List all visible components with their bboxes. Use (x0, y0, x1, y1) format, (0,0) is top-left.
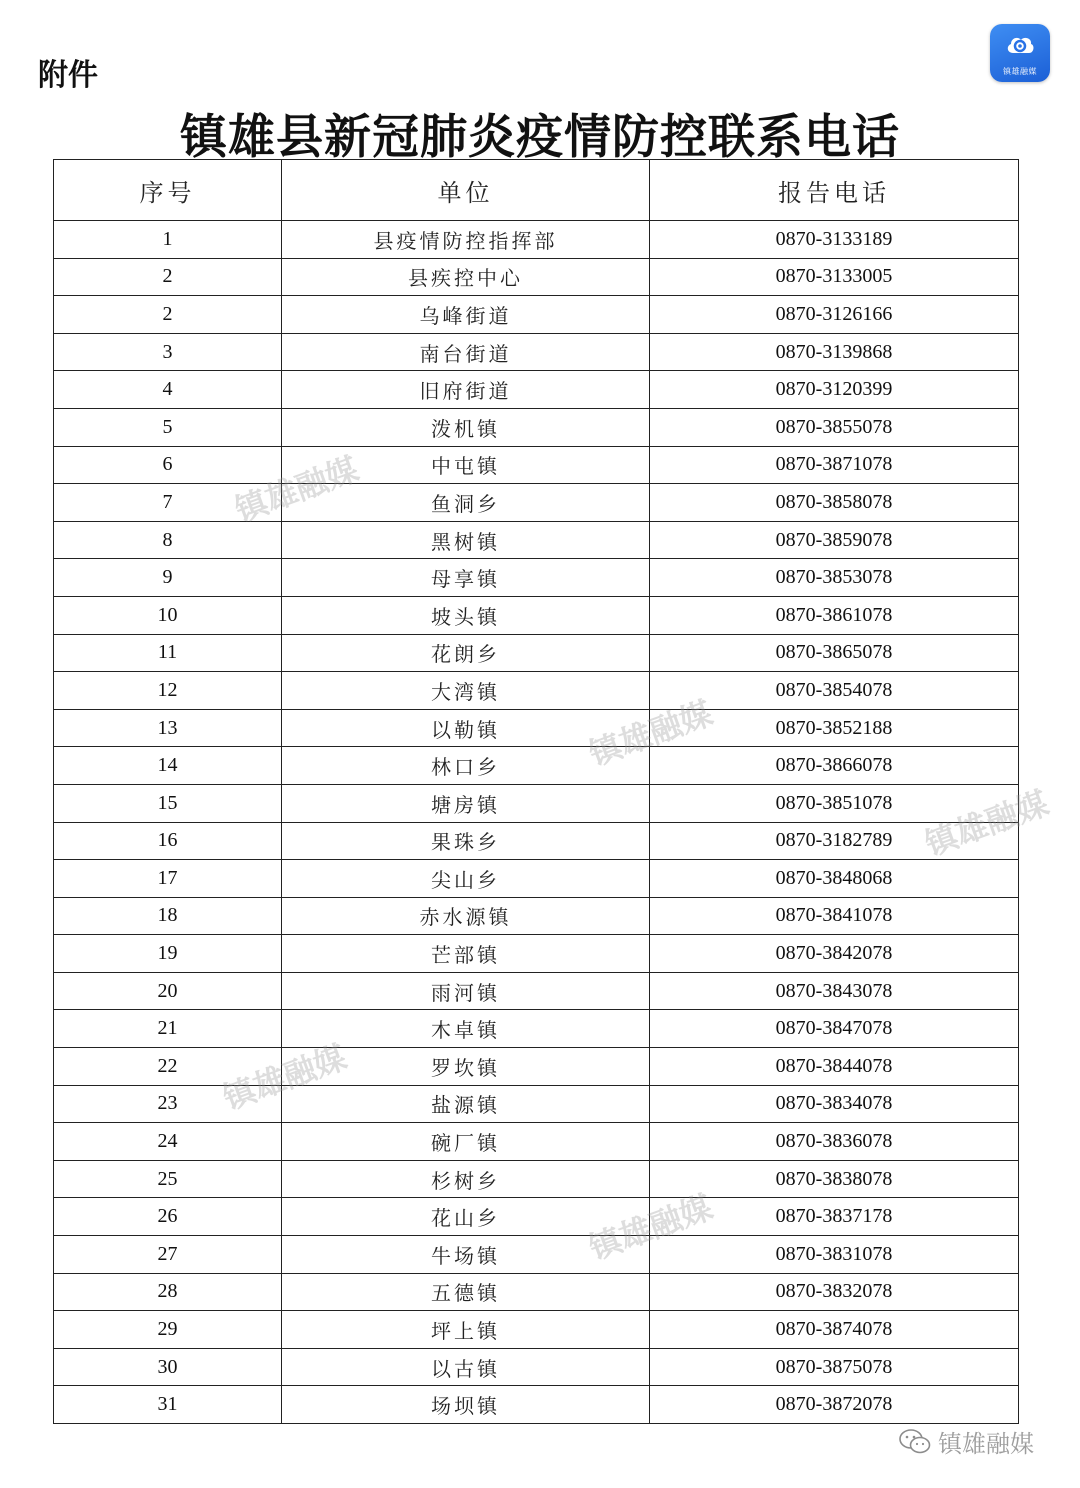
row-phone: 0870-3838078 (650, 1160, 1019, 1198)
table-row (54, 1236, 1019, 1274)
table-row (54, 1273, 1019, 1311)
row-phone: 0870-3855078 (650, 408, 1019, 446)
row-unit: 母享镇 (282, 559, 650, 597)
row-unit: 南台街道 (282, 333, 650, 371)
row-number: 10 (54, 596, 282, 634)
table-header-row (54, 160, 1019, 221)
table-row (54, 1311, 1019, 1349)
table-row (54, 1198, 1019, 1236)
row-phone: 0870-3844078 (650, 1048, 1019, 1086)
row-phone: 0870-3854078 (650, 672, 1019, 710)
row-phone: 0870-3120399 (650, 371, 1019, 409)
row-number: 1 (54, 221, 282, 259)
row-number: 16 (54, 822, 282, 860)
row-phone: 0870-3126166 (650, 296, 1019, 334)
row-phone: 0870-3851078 (650, 784, 1019, 822)
column-header-phone: 报告电话 (650, 160, 1019, 221)
row-number: 5 (54, 408, 282, 446)
row-number: 30 (54, 1348, 282, 1386)
row-unit: 花朗乡 (282, 634, 650, 672)
row-unit: 牛场镇 (282, 1236, 650, 1274)
page-title: 镇雄县新冠肺炎疫情防控联系电话 (180, 110, 900, 165)
row-unit: 林口乡 (282, 747, 650, 785)
row-number: 19 (54, 935, 282, 973)
row-phone: 0870-3859078 (650, 521, 1019, 559)
row-phone: 0870-3847078 (650, 1010, 1019, 1048)
row-unit: 坪上镇 (282, 1311, 650, 1349)
row-unit: 坡头镇 (282, 596, 650, 634)
table-row (54, 1386, 1019, 1424)
table-row (54, 709, 1019, 747)
column-header-no: 序号 (54, 160, 282, 221)
table-row (54, 822, 1019, 860)
watermark: 镇雄融媒 (584, 1187, 718, 1268)
row-unit: 罗坎镇 (282, 1048, 650, 1086)
table-row (54, 784, 1019, 822)
row-unit: 旧府街道 (282, 371, 650, 409)
table-row (54, 333, 1019, 371)
row-phone: 0870-3865078 (650, 634, 1019, 672)
table-row (54, 258, 1019, 296)
row-phone: 0870-3874078 (650, 1311, 1019, 1349)
row-phone: 0870-3841078 (650, 897, 1019, 935)
row-phone: 0870-3133005 (650, 258, 1019, 296)
table-body (54, 221, 1019, 1424)
watermark: 镇雄融媒 (920, 783, 1054, 864)
row-unit: 以勒镇 (282, 709, 650, 747)
row-phone: 0870-3872078 (650, 1386, 1019, 1424)
logo-text: 镇雄融媒 (1003, 67, 1037, 76)
row-phone: 0870-3858078 (650, 484, 1019, 522)
table-row (54, 559, 1019, 597)
row-number: 12 (54, 672, 282, 710)
row-unit: 尖山乡 (282, 860, 650, 898)
row-number: 28 (54, 1273, 282, 1311)
table-row (54, 897, 1019, 935)
row-unit: 鱼洞乡 (282, 484, 650, 522)
row-number: 2 (54, 296, 282, 334)
row-number: 27 (54, 1236, 282, 1274)
row-unit: 县疫情防控指挥部 (282, 221, 650, 259)
table-row (54, 747, 1019, 785)
table-row (54, 446, 1019, 484)
table-row (54, 1160, 1019, 1198)
row-phone: 0870-3852188 (650, 709, 1019, 747)
row-number: 23 (54, 1085, 282, 1123)
row-phone: 0870-3843078 (650, 972, 1019, 1010)
row-number: 9 (54, 559, 282, 597)
row-unit: 碗厂镇 (282, 1123, 650, 1161)
row-number: 24 (54, 1123, 282, 1161)
row-unit: 以古镇 (282, 1348, 650, 1386)
table-row (54, 1010, 1019, 1048)
watermark: 镇雄融媒 (230, 449, 364, 530)
row-phone: 0870-3875078 (650, 1348, 1019, 1386)
row-number: 29 (54, 1311, 282, 1349)
row-phone: 0870-3842078 (650, 935, 1019, 973)
table-row (54, 296, 1019, 334)
cloud-logo-icon (1004, 32, 1036, 62)
table-row (54, 484, 1019, 522)
row-unit: 场坝镇 (282, 1386, 650, 1424)
row-unit: 杉树乡 (282, 1160, 650, 1198)
table-row (54, 672, 1019, 710)
row-unit: 泼机镇 (282, 408, 650, 446)
table-row (54, 1123, 1019, 1161)
row-number: 15 (54, 784, 282, 822)
row-unit: 乌峰街道 (282, 296, 650, 334)
row-number: 11 (54, 634, 282, 672)
row-unit: 盐源镇 (282, 1085, 650, 1123)
column-header-unit: 单位 (282, 160, 650, 221)
row-unit: 县疾控中心 (282, 258, 650, 296)
row-phone: 0870-3866078 (650, 747, 1019, 785)
row-unit: 芒部镇 (282, 935, 650, 973)
row-phone: 0870-3871078 (650, 446, 1019, 484)
app-logo (990, 24, 1050, 82)
table-row (54, 371, 1019, 409)
row-unit: 塘房镇 (282, 784, 650, 822)
row-number: 22 (54, 1048, 282, 1086)
table-row (54, 221, 1019, 259)
row-phone: 0870-3831078 (650, 1236, 1019, 1274)
row-number: 4 (54, 371, 282, 409)
wechat-watermark (898, 1424, 1034, 1459)
row-number: 31 (54, 1386, 282, 1424)
row-phone: 0870-3853078 (650, 559, 1019, 597)
table-row (54, 1048, 1019, 1086)
watermark: 镇雄融媒 (584, 693, 718, 774)
table-row (54, 596, 1019, 634)
wechat-watermark-label: 镇雄融媒 (938, 1430, 1034, 1458)
watermark: 镇雄融媒 (218, 1037, 352, 1118)
row-unit: 果珠乡 (282, 822, 650, 860)
table-row (54, 860, 1019, 898)
table-row (54, 521, 1019, 559)
annex-label: 附件 (38, 58, 98, 93)
row-number: 21 (54, 1010, 282, 1048)
row-phone: 0870-3139868 (650, 333, 1019, 371)
row-number: 20 (54, 972, 282, 1010)
row-number: 18 (54, 897, 282, 935)
table-row (54, 1085, 1019, 1123)
wechat-icon (898, 1428, 932, 1456)
table-row (54, 972, 1019, 1010)
row-unit: 花山乡 (282, 1198, 650, 1236)
row-number: 17 (54, 860, 282, 898)
table-row (54, 408, 1019, 446)
row-phone: 0870-3133189 (650, 221, 1019, 259)
row-number: 7 (54, 484, 282, 522)
row-number: 2 (54, 258, 282, 296)
row-number: 25 (54, 1160, 282, 1198)
row-phone: 0870-3837178 (650, 1198, 1019, 1236)
row-phone: 0870-3832078 (650, 1273, 1019, 1311)
row-number: 8 (54, 521, 282, 559)
row-phone: 0870-3836078 (650, 1123, 1019, 1161)
row-unit: 木卓镇 (282, 1010, 650, 1048)
table-row (54, 935, 1019, 973)
row-phone: 0870-3848068 (650, 860, 1019, 898)
row-number: 14 (54, 747, 282, 785)
row-unit: 雨河镇 (282, 972, 650, 1010)
table-row (54, 634, 1019, 672)
row-phone: 0870-3182789 (650, 822, 1019, 860)
row-number: 3 (54, 333, 282, 371)
row-unit: 黑树镇 (282, 521, 650, 559)
row-unit: 赤水源镇 (282, 897, 650, 935)
contact-table (53, 159, 1019, 1424)
row-phone: 0870-3834078 (650, 1085, 1019, 1123)
row-unit: 五德镇 (282, 1273, 650, 1311)
row-number: 26 (54, 1198, 282, 1236)
row-number: 6 (54, 446, 282, 484)
table-row (54, 1348, 1019, 1386)
row-phone: 0870-3861078 (650, 596, 1019, 634)
row-number: 13 (54, 709, 282, 747)
row-unit: 大湾镇 (282, 672, 650, 710)
row-unit: 中屯镇 (282, 446, 650, 484)
